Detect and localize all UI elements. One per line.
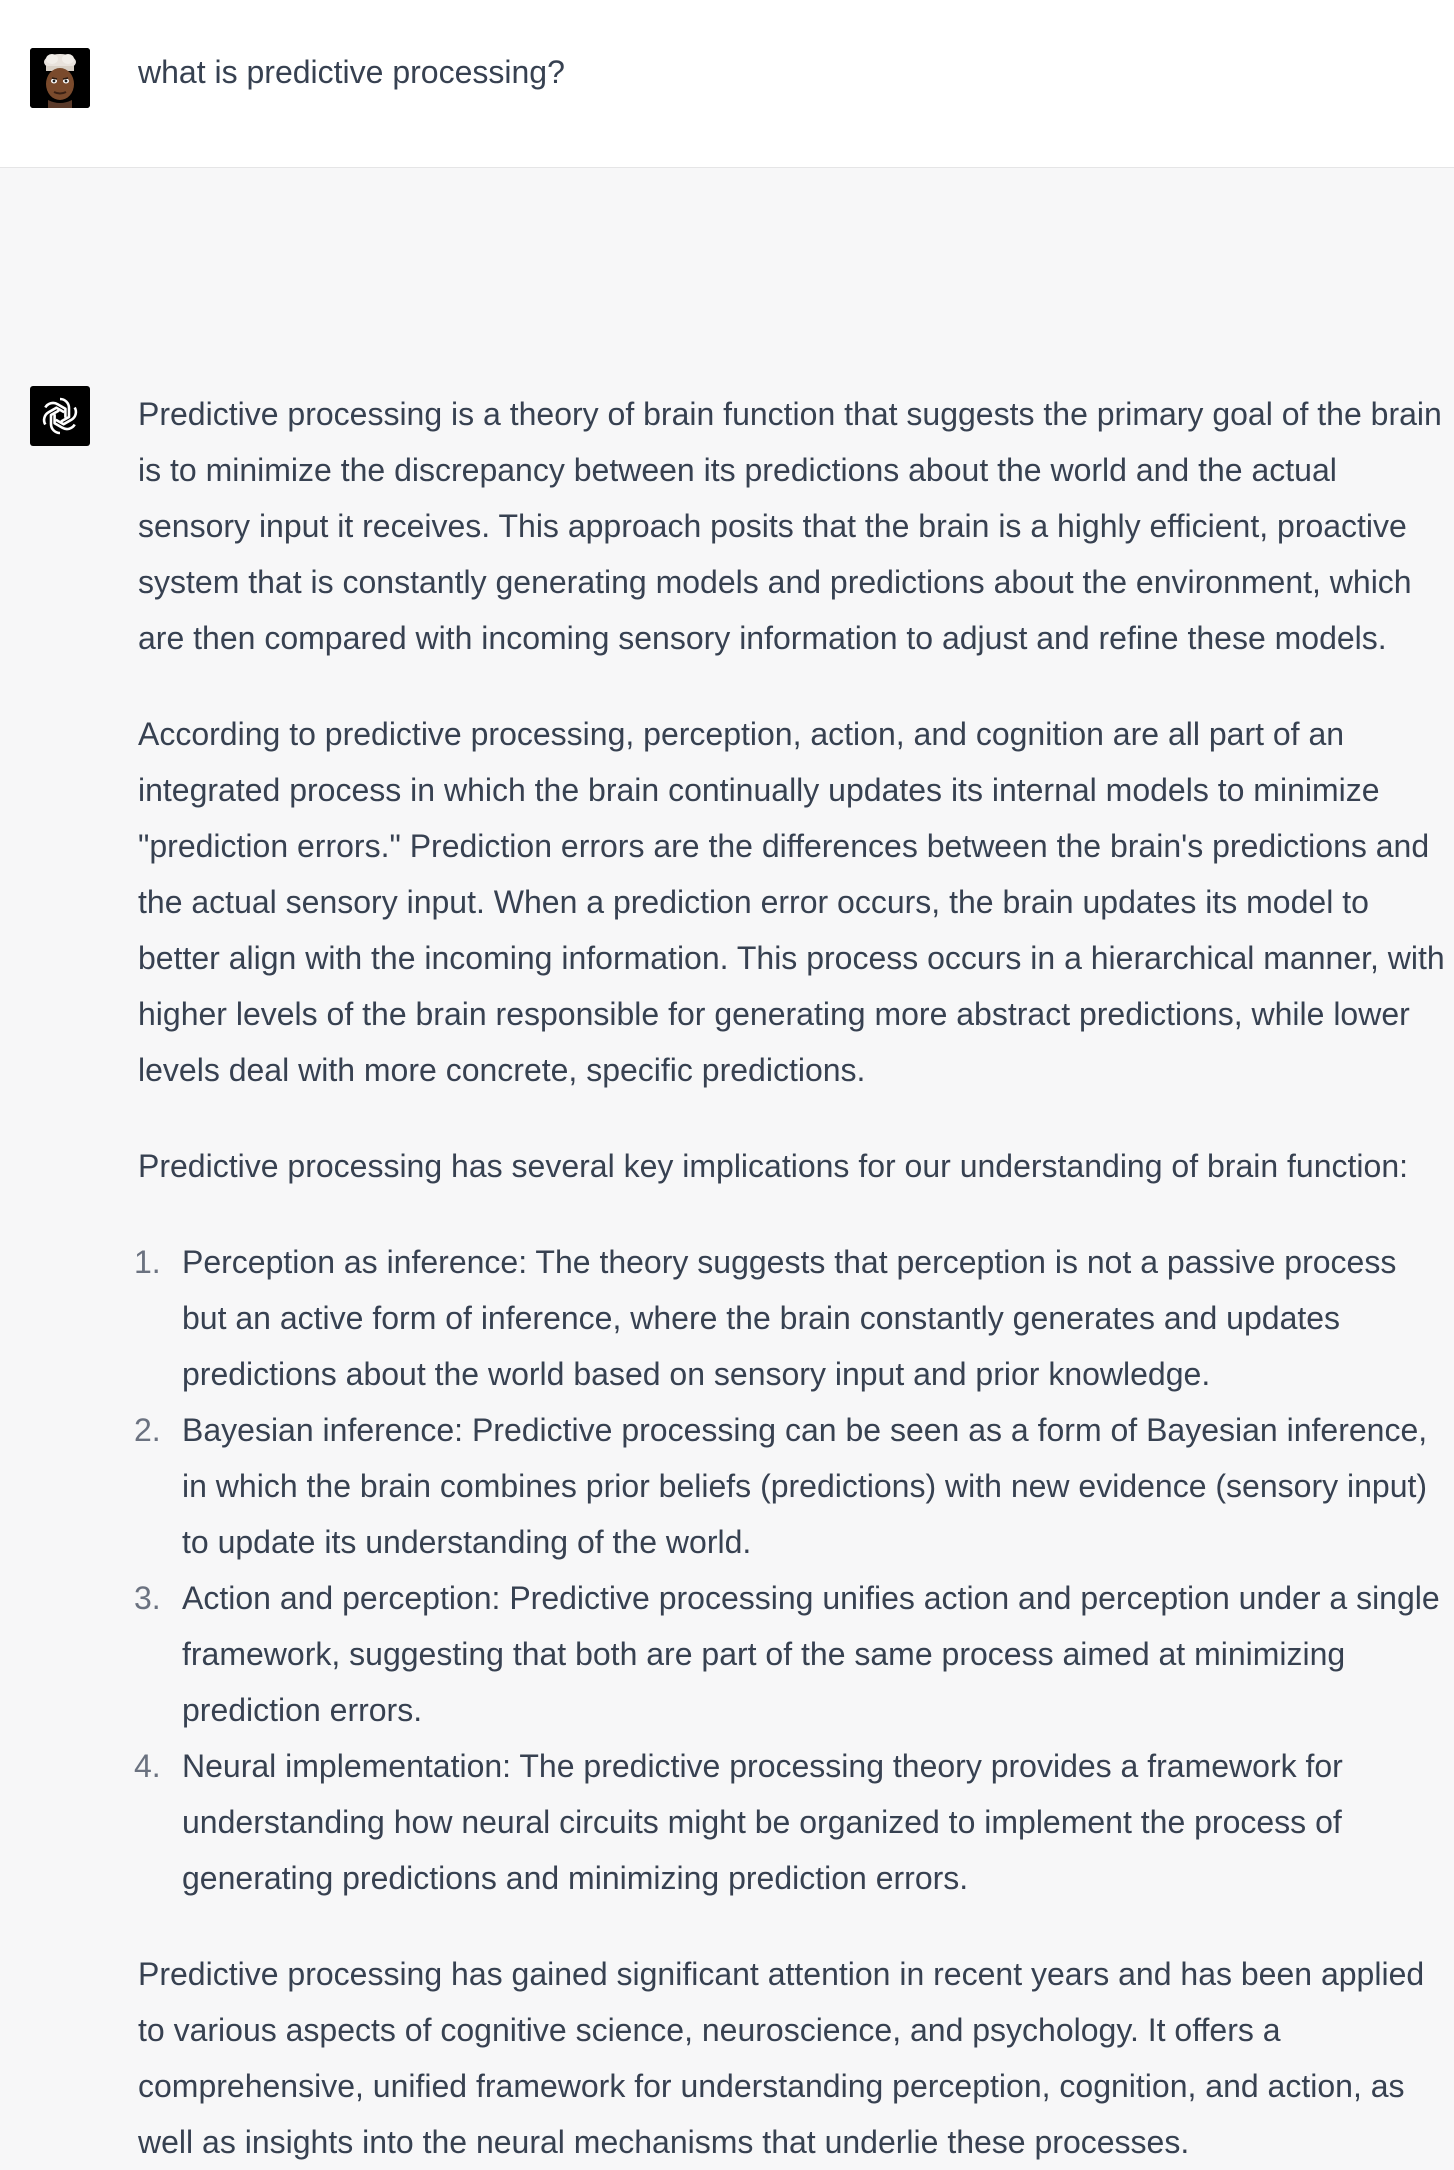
answer-paragraph: Predictive processing has several key implications for our understanding of brain function: bbox=[138, 1148, 1408, 1184]
list-item bbox=[134, 1570, 1448, 1738]
answer-paragraph: Predictive processing has gained significant attention in recent years and has been applied to various aspects of cognitive science, neuroscience, and psychology. It offers a comprehensive, unified framework for understanding perception, cognition, and action, as well as insights into the neural mechanisms that underlie these processes. bbox=[138, 1956, 1425, 2160]
openai-logo-icon bbox=[30, 386, 90, 446]
list-item-text: Action and perception: Predictive processing unifies action and perception under a single framework, suggesting that both are part of the same process aimed at minimizing prediction errors. bbox=[182, 1580, 1440, 1728]
assistant-message-row bbox=[0, 168, 1454, 2160]
answer-paragraph: Predictive processing is a theory of brain function that suggests the primary goal of the brain is to minimize the discrepancy between its predictions about the world and the actual sensory input it receives. This approach posits that the brain is a highly efficient, proactive system that is constantly generating models and predictions about the environment, which are then compared with incoming sensory information to adjust and refine these models. bbox=[138, 396, 1442, 656]
list-item-number: 1. bbox=[134, 1244, 161, 1280]
user-message-row bbox=[0, 0, 1454, 168]
assistant-message-content bbox=[134, 386, 1448, 2170]
list-item-text: Neural implementation: The predictive processing theory provides a framework for understanding how neural circuits might be organized to implement the process of generating predictions and minimizing prediction errors. bbox=[182, 1748, 1343, 1896]
implications-list bbox=[134, 1234, 1448, 1906]
user-message-text: what is predictive processing? bbox=[138, 54, 565, 90]
list-item-number: 3. bbox=[134, 1580, 161, 1616]
answer-paragraph: According to predictive processing, perception, action, and cognition are all part of an integrated process in which the brain continually updates its internal models to minimize "prediction errors." Prediction errors are the differences between the brain's predictions and the actual sensory input. When a prediction error occurs, the brain updates its model to better align with the incoming information. This process occurs in a hierarchical manner, with higher levels of the brain responsible for generating more abstract predictions, while lower levels deal with more concrete, specific predictions. bbox=[138, 716, 1445, 1088]
list-item bbox=[134, 1738, 1448, 1906]
list-item-text: Perception as inference: The theory suggests that perception is not a passive process but an active form of inference, where the brain constantly generates and updates predictions about the world based on sensory input and prior knowledge. bbox=[182, 1244, 1397, 1392]
list-item bbox=[134, 1234, 1448, 1402]
list-item-text: Bayesian inference: Predictive processing can be seen as a form of Bayesian inference, in which the brain combines prior beliefs (predictions) with new evidence (sensory input) to update its understanding of the world. bbox=[182, 1412, 1428, 1560]
list-item-number: 4. bbox=[134, 1748, 161, 1784]
user-avatar-icon bbox=[30, 48, 90, 108]
list-item-number: 2. bbox=[134, 1412, 161, 1448]
list-item bbox=[134, 1402, 1448, 1570]
